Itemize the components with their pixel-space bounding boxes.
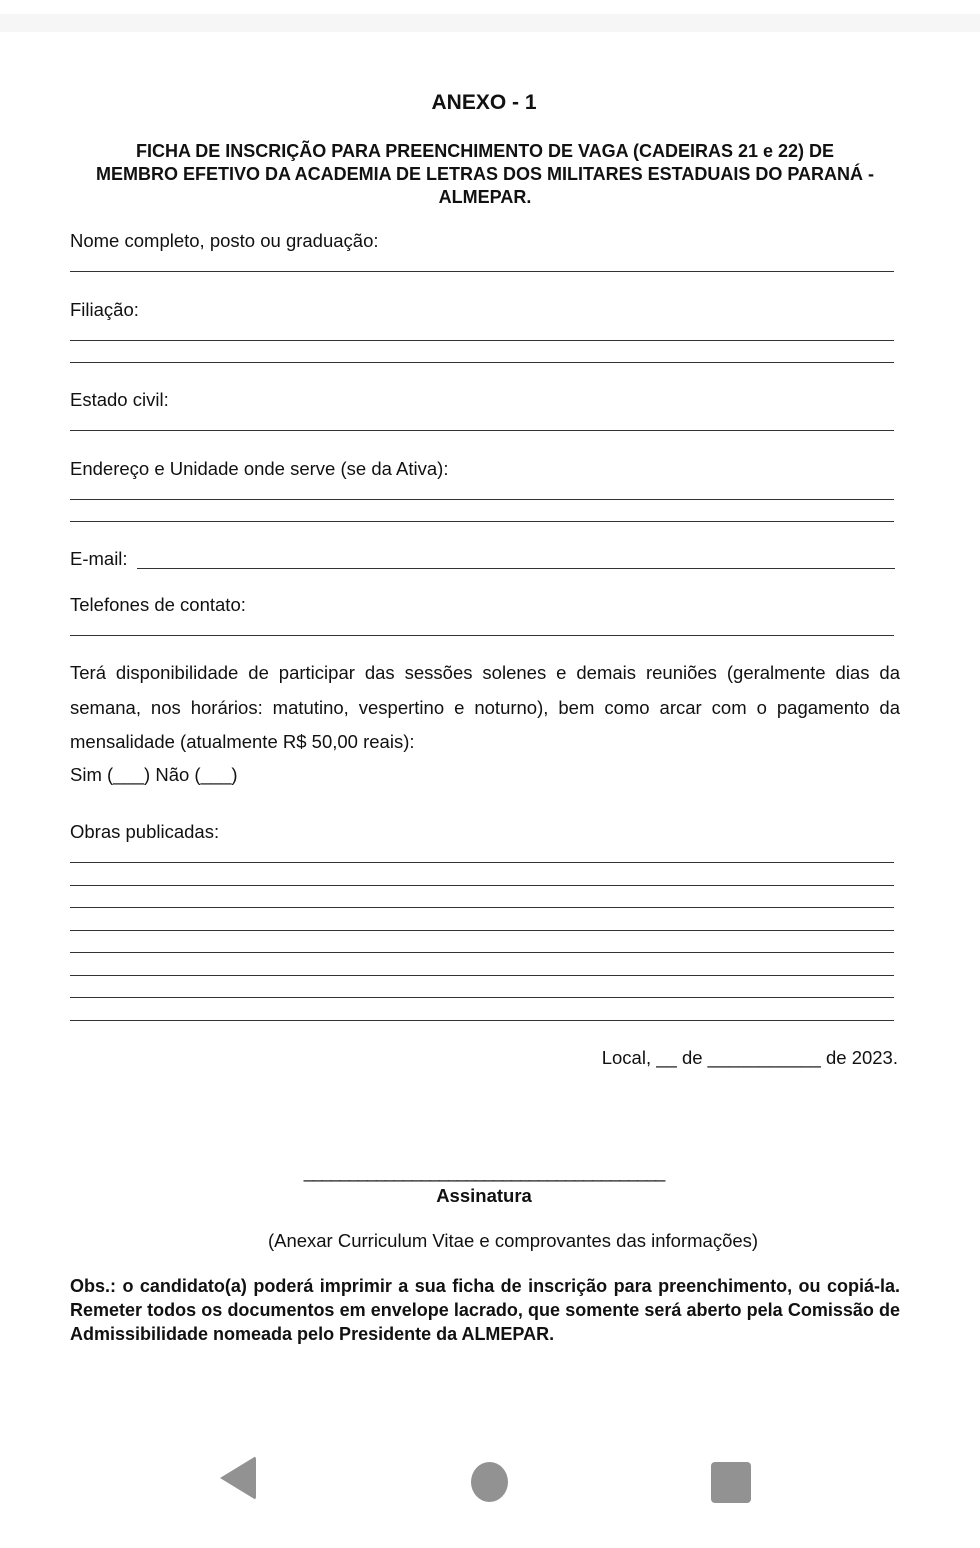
field-label-endereco: Endereço e Unidade onde serve (se da Ativa):: [70, 458, 449, 479]
field-line-obras-5[interactable]: [70, 952, 894, 953]
home-icon[interactable]: [471, 1462, 508, 1502]
top-status-strip: [0, 14, 980, 32]
field-line-obras-1[interactable]: [70, 862, 894, 863]
availability-question: Terá disponibilidade de participar das sessões solenes e demais reuniões (geralmente dias da semana, nos horários: matutino, vespertino e noturno), bem como arcar com o pagamento da mensalidade (atualmente R$ 50,00 reais):: [70, 662, 900, 752]
field-label-telefones: Telefones de contato:: [70, 594, 246, 615]
field-label-obras: Obras publicadas:: [70, 821, 220, 842]
field-line-endereco-1[interactable]: [70, 499, 894, 500]
field-line-filiacao-2[interactable]: [70, 362, 894, 363]
field-line-estado-civil[interactable]: [70, 430, 894, 431]
back-icon[interactable]: [220, 1456, 256, 1500]
field-label-estado-civil: Estado civil:: [70, 389, 169, 410]
field-line-obras-7[interactable]: [70, 997, 894, 998]
field-label-email: E-mail:: [70, 548, 128, 569]
date-line[interactable]: Local, __ de ___________ de 2023.: [601, 1047, 898, 1068]
field-line-filiacao-1[interactable]: [70, 340, 894, 341]
field-line-obras-6[interactable]: [70, 975, 894, 976]
field-line-obras-3[interactable]: [70, 907, 894, 908]
field-line-email[interactable]: [137, 568, 895, 569]
signature-label: Assinatura: [436, 1185, 532, 1206]
field-label-filiacao: Filiação:: [70, 299, 139, 320]
field-line-nome[interactable]: [70, 271, 894, 272]
field-line-obras-4[interactable]: [70, 930, 894, 931]
availability-options[interactable]: Sim (___) Não (___): [70, 764, 238, 785]
document-subtitle: FICHA DE INSCRIÇÃO PARA PREENCHIMENTO DE VAGA (CADEIRAS 21 e 22) DE MEMBRO EFETIVO DA ACADEMIA DE LETRAS DOS MILITARES ESTADUAIS DO PARANÁ - ALMEPAR.: [95, 141, 874, 207]
android-nav-bar: [0, 1440, 980, 1524]
field-line-obras-2[interactable]: [70, 885, 894, 886]
field-line-endereco-2[interactable]: [70, 521, 894, 522]
field-label-nome: Nome completo, posto ou graduação:: [70, 230, 379, 251]
signature-line[interactable]: ________________________________________: [303, 1162, 665, 1182]
recents-icon[interactable]: [711, 1462, 751, 1503]
field-line-obras-8[interactable]: [70, 1020, 894, 1021]
document-title: ANEXO - 1: [431, 91, 537, 114]
field-line-telefones[interactable]: [70, 635, 894, 636]
attachment-note: (Anexar Curriculum Vitae e comprovantes das informações): [267, 1230, 759, 1251]
observation-note: Obs.: o candidato(a) poderá imprimir a sua ficha de inscrição para preenchimento, ou copiá-la. Remeter todos os documentos em envelope lacrado, que somente será aberto pela Comissão de Admissibilidade nomeada pelo Presidente da ALMEPAR.: [70, 1276, 900, 1344]
